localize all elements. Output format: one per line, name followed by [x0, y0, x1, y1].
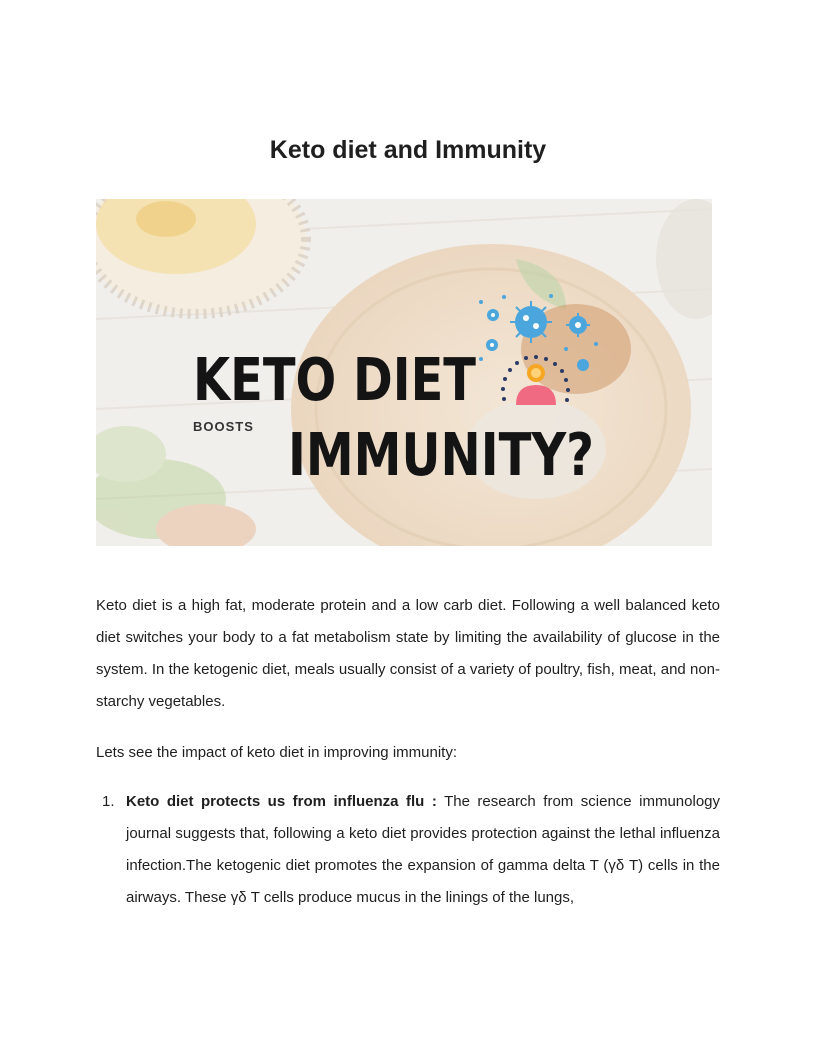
list-item-text: The research from science immunology journal suggests that, following a keto diet provides protection against the lethal influenza infection.The ketogenic diet promotes the expansion of gamma delta T (γδ T) cells in the airways. These γδ T cells produce mucus in the linings of the lungs, — [126, 793, 721, 906]
lead-in-paragraph: Lets see the impact of keto diet in improving immunity: — [96, 744, 457, 761]
benefits-list — [96, 786, 720, 914]
list-item-heading: Keto diet protects us from influenza flu : — [126, 793, 437, 810]
hero-image — [96, 199, 712, 546]
hero-headline-line1: KETO DIET — [193, 345, 476, 414]
hero-headline-line2: IMMUNITY? — [288, 420, 594, 489]
intro-paragraph: Keto diet is a high fat, moderate protein and a low carb diet. Following a well balanced keto diet switches your body to a fat metabolism state by limiting the availability of glucose in the system. In the ketogenic diet, meals usually consist of a variety of poultry, fish, meat, and non-starchy vegetables. — [96, 597, 720, 710]
list-item — [96, 786, 720, 914]
hero-small-word: BOOSTS — [193, 419, 254, 434]
list-item-number: 1. — [102, 793, 115, 810]
page-title: Keto diet and Immunity — [269, 136, 547, 164]
